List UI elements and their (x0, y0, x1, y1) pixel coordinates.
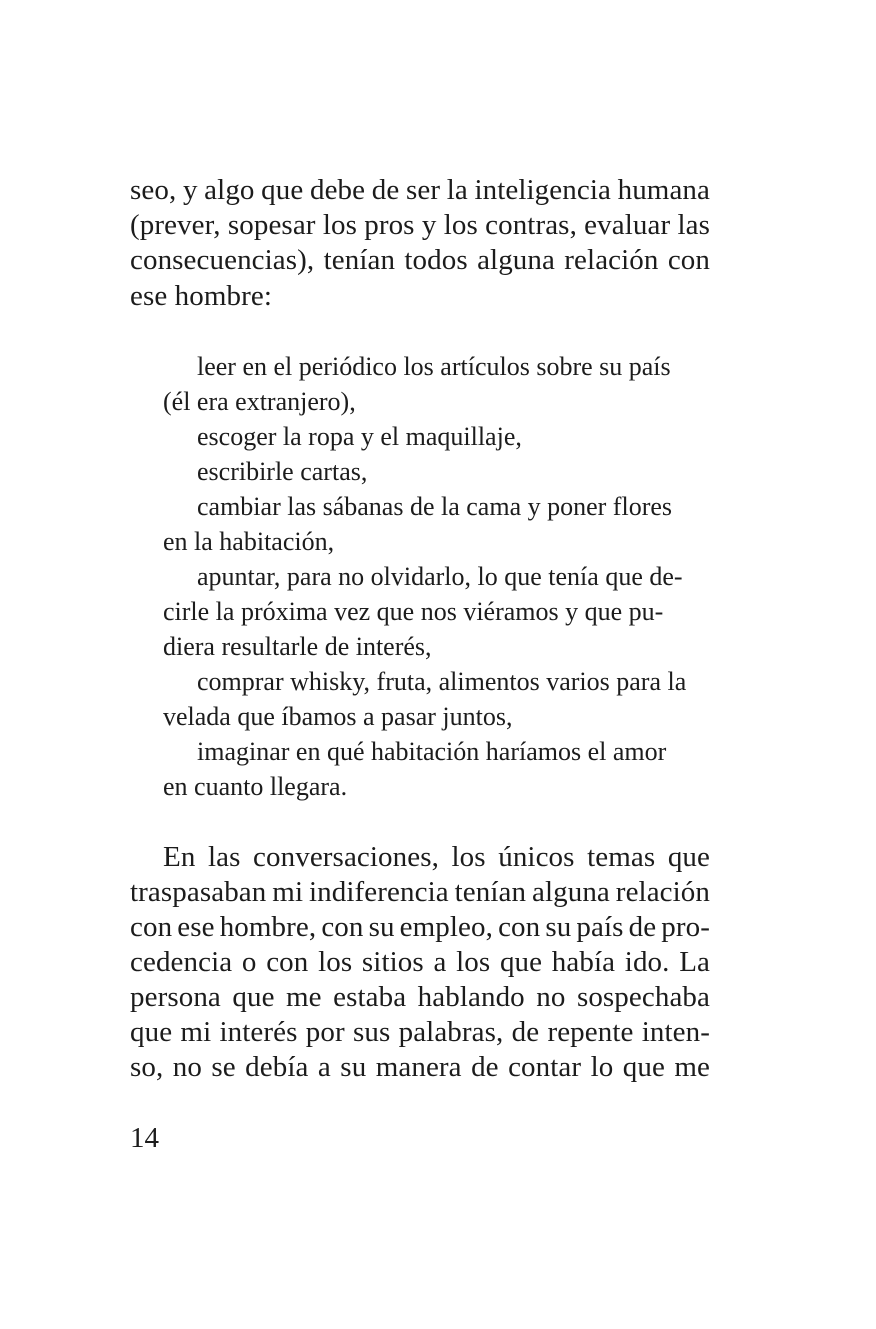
list-line: velada que íbamos a pasar juntos, (163, 702, 513, 731)
line-words: cedencia o con los sitios a los que había ido. La (130, 946, 710, 978)
text-line (130, 878, 710, 907)
text-line (130, 211, 710, 240)
text-line (130, 948, 710, 977)
text-line (130, 1053, 710, 1082)
line-words: consecuencias), tenían todos alguna relación con (130, 244, 710, 276)
page-number: 14 (130, 1122, 159, 1154)
text-line (130, 983, 710, 1012)
line-words: que mi interés por sus palabras, de repente inten- (130, 1016, 710, 1048)
list-line: en cuanto llegara. (163, 772, 348, 801)
text-line (130, 246, 710, 275)
line-words: En las conversaciones, los únicos temas que (163, 841, 710, 873)
list-line: leer en el periódico los artículos sobre su país (197, 352, 671, 381)
list-line: diera resultarle de interés, (163, 632, 432, 661)
list-line: escoger la ropa y el maquillaje, (197, 422, 522, 451)
list-line: comprar whisky, fruta, alimentos varios para la (197, 667, 687, 696)
line-words: traspasaban mi indiferencia tenían alguna relación (130, 876, 710, 908)
text-line (163, 843, 710, 872)
list-line: (él era extranjero), (163, 387, 356, 416)
line-words: so, no se debía a su manera de contar lo que me (130, 1051, 710, 1083)
line-words: (prever, sopesar los pros y los contras, evaluar las (130, 209, 710, 241)
list-line: en la habitación, (163, 527, 335, 556)
list-line: imaginar en qué habitación haríamos el amor (197, 737, 667, 766)
list-line: cambiar las sábanas de la cama y poner flores (197, 492, 673, 521)
text-line (130, 913, 710, 942)
text-line (130, 1018, 710, 1047)
list-line: escribirle cartas, (197, 457, 368, 486)
list-line: apuntar, para no olvidarlo, lo que tenía que de- (197, 562, 683, 591)
line-words: persona que me estaba hablando no sospechaba (130, 981, 710, 1013)
line-words: con ese hombre, con su empleo, con su país de pro- (130, 911, 710, 943)
list-line: cirle la próxima vez que nos viéramos y que pu- (163, 597, 664, 626)
line-words: seo, y algo que debe de ser la inteligencia humana (130, 174, 710, 206)
text-line: ese hombre: (130, 280, 273, 312)
text-line (130, 176, 710, 205)
